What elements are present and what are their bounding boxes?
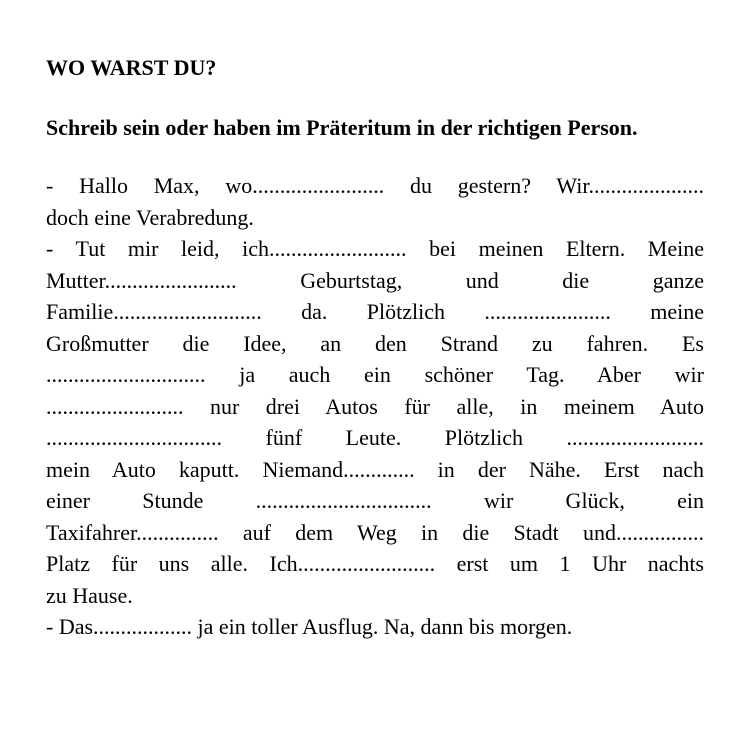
text-line: - Das.................. ja ein toller Ausflug. Na, dann bis morgen. bbox=[46, 614, 573, 639]
worksheet-title: WO WARST DU? bbox=[46, 55, 217, 80]
worksheet bbox=[46, 52, 704, 643]
text-line: - Hallo Max, wo........................ du gestern? Wir..................... bbox=[46, 173, 704, 198]
text-line: zu Hause. bbox=[46, 582, 133, 608]
text-line: ............................. ja auch ein schöner Tag. Aber wir bbox=[46, 362, 704, 387]
text-line: einer Stunde ................................ wir Glück, ein bbox=[46, 488, 704, 513]
worksheet-instruction: Schreib sein oder haben im Präteritum in der richtigen Person. bbox=[46, 115, 638, 140]
dialogue-text bbox=[46, 170, 704, 643]
text-line: Großmutter die Idee, an den Strand zu fahren. Es bbox=[46, 330, 704, 356]
text-line: ......................... nur drei Autos für alle, in meinem Auto bbox=[46, 393, 704, 419]
text-line: Platz für uns alle. Ich......................... erst um 1 Uhr nachts bbox=[46, 551, 704, 576]
text-line: doch eine Verabredung. bbox=[46, 204, 254, 230]
text-line: Taxifahrer............... auf dem Weg in die Stadt und................ bbox=[46, 519, 704, 545]
text-line: Familie........................... da. Plötzlich ....................... meine bbox=[46, 299, 704, 324]
text-line: - Tut mir leid, ich......................... bei meinen Eltern. Meine bbox=[46, 236, 704, 261]
text-line: Mutter........................ Geburtstag, und die ganze bbox=[46, 267, 704, 293]
text-line: mein Auto kaputt. Niemand............. in der Nähe. Erst nach bbox=[46, 456, 704, 482]
text-line: ................................ fünf Leute. Plötzlich ......................... bbox=[46, 425, 704, 450]
